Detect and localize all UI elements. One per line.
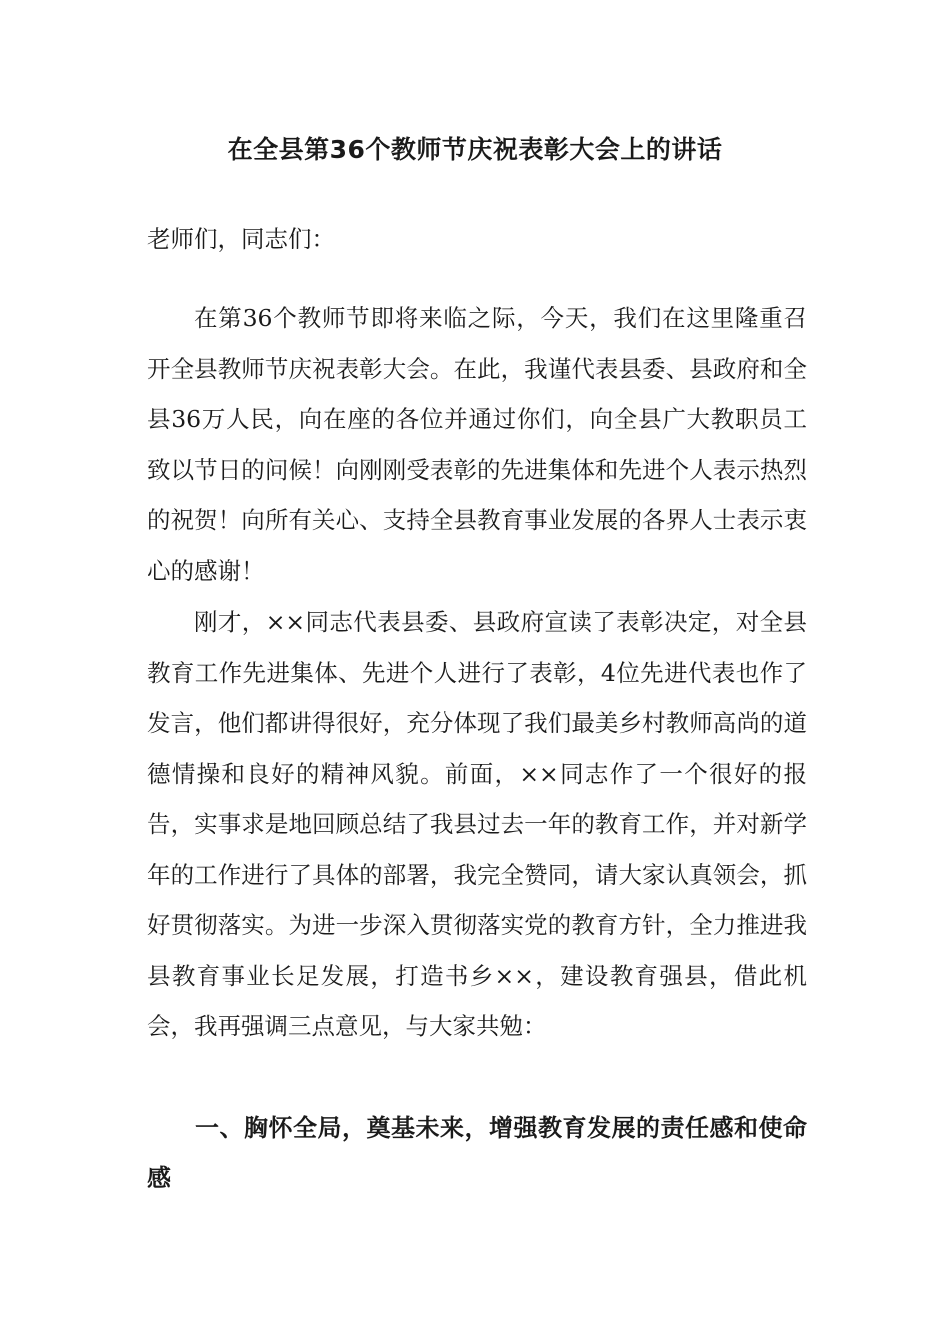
paragraph-review: 刚才，××同志代表县委、县政府宣读了表彰决定，对全县教育工作先进集体、先进个人进行了表彰，4位先进代表也作了发言，他们都讲得很好，充分体现了我们最美乡村教师高尚的道德情操和良好的精神风貌。前面，××同志作了一个很好的报告，实事求是地回顾总结了我县过去一年的教育工作，并对新学年的工作进行了具体的部署，我完全赞同，请大家认真领会，抓好贯彻落实。为进一步深入贯彻落实党的教育方针，全力推进我县教育事业长足发展，打造书乡××，建设教育强县，借此机会，我再强调三点意见，与大家共勉： <box>147 608 807 1040</box>
salutation: 老师们，同志们： <box>147 225 335 253</box>
paragraph-opening: 在第36个教师节即将来临之际，今天，我们在这里隆重召开全县教师节庆祝表彰大会。在此，我谨代表县委、县政府和全县36万人民，向在座的各位并通过你们，向全县广大教职员工致以节日的问候！向刚刚受表彰的先进集体和先进个人表示热烈的祝贺！向所有关心、支持全县教育事业发展的各界人士表示衷心的感谢！ <box>147 304 807 585</box>
section-heading-1: 一、胸怀全局，奠基未来，增强教育发展的责任感和使命感 <box>147 1114 807 1192</box>
document-title: 在全县第36个教师节庆祝表彰大会上的讲话 <box>227 135 723 164</box>
